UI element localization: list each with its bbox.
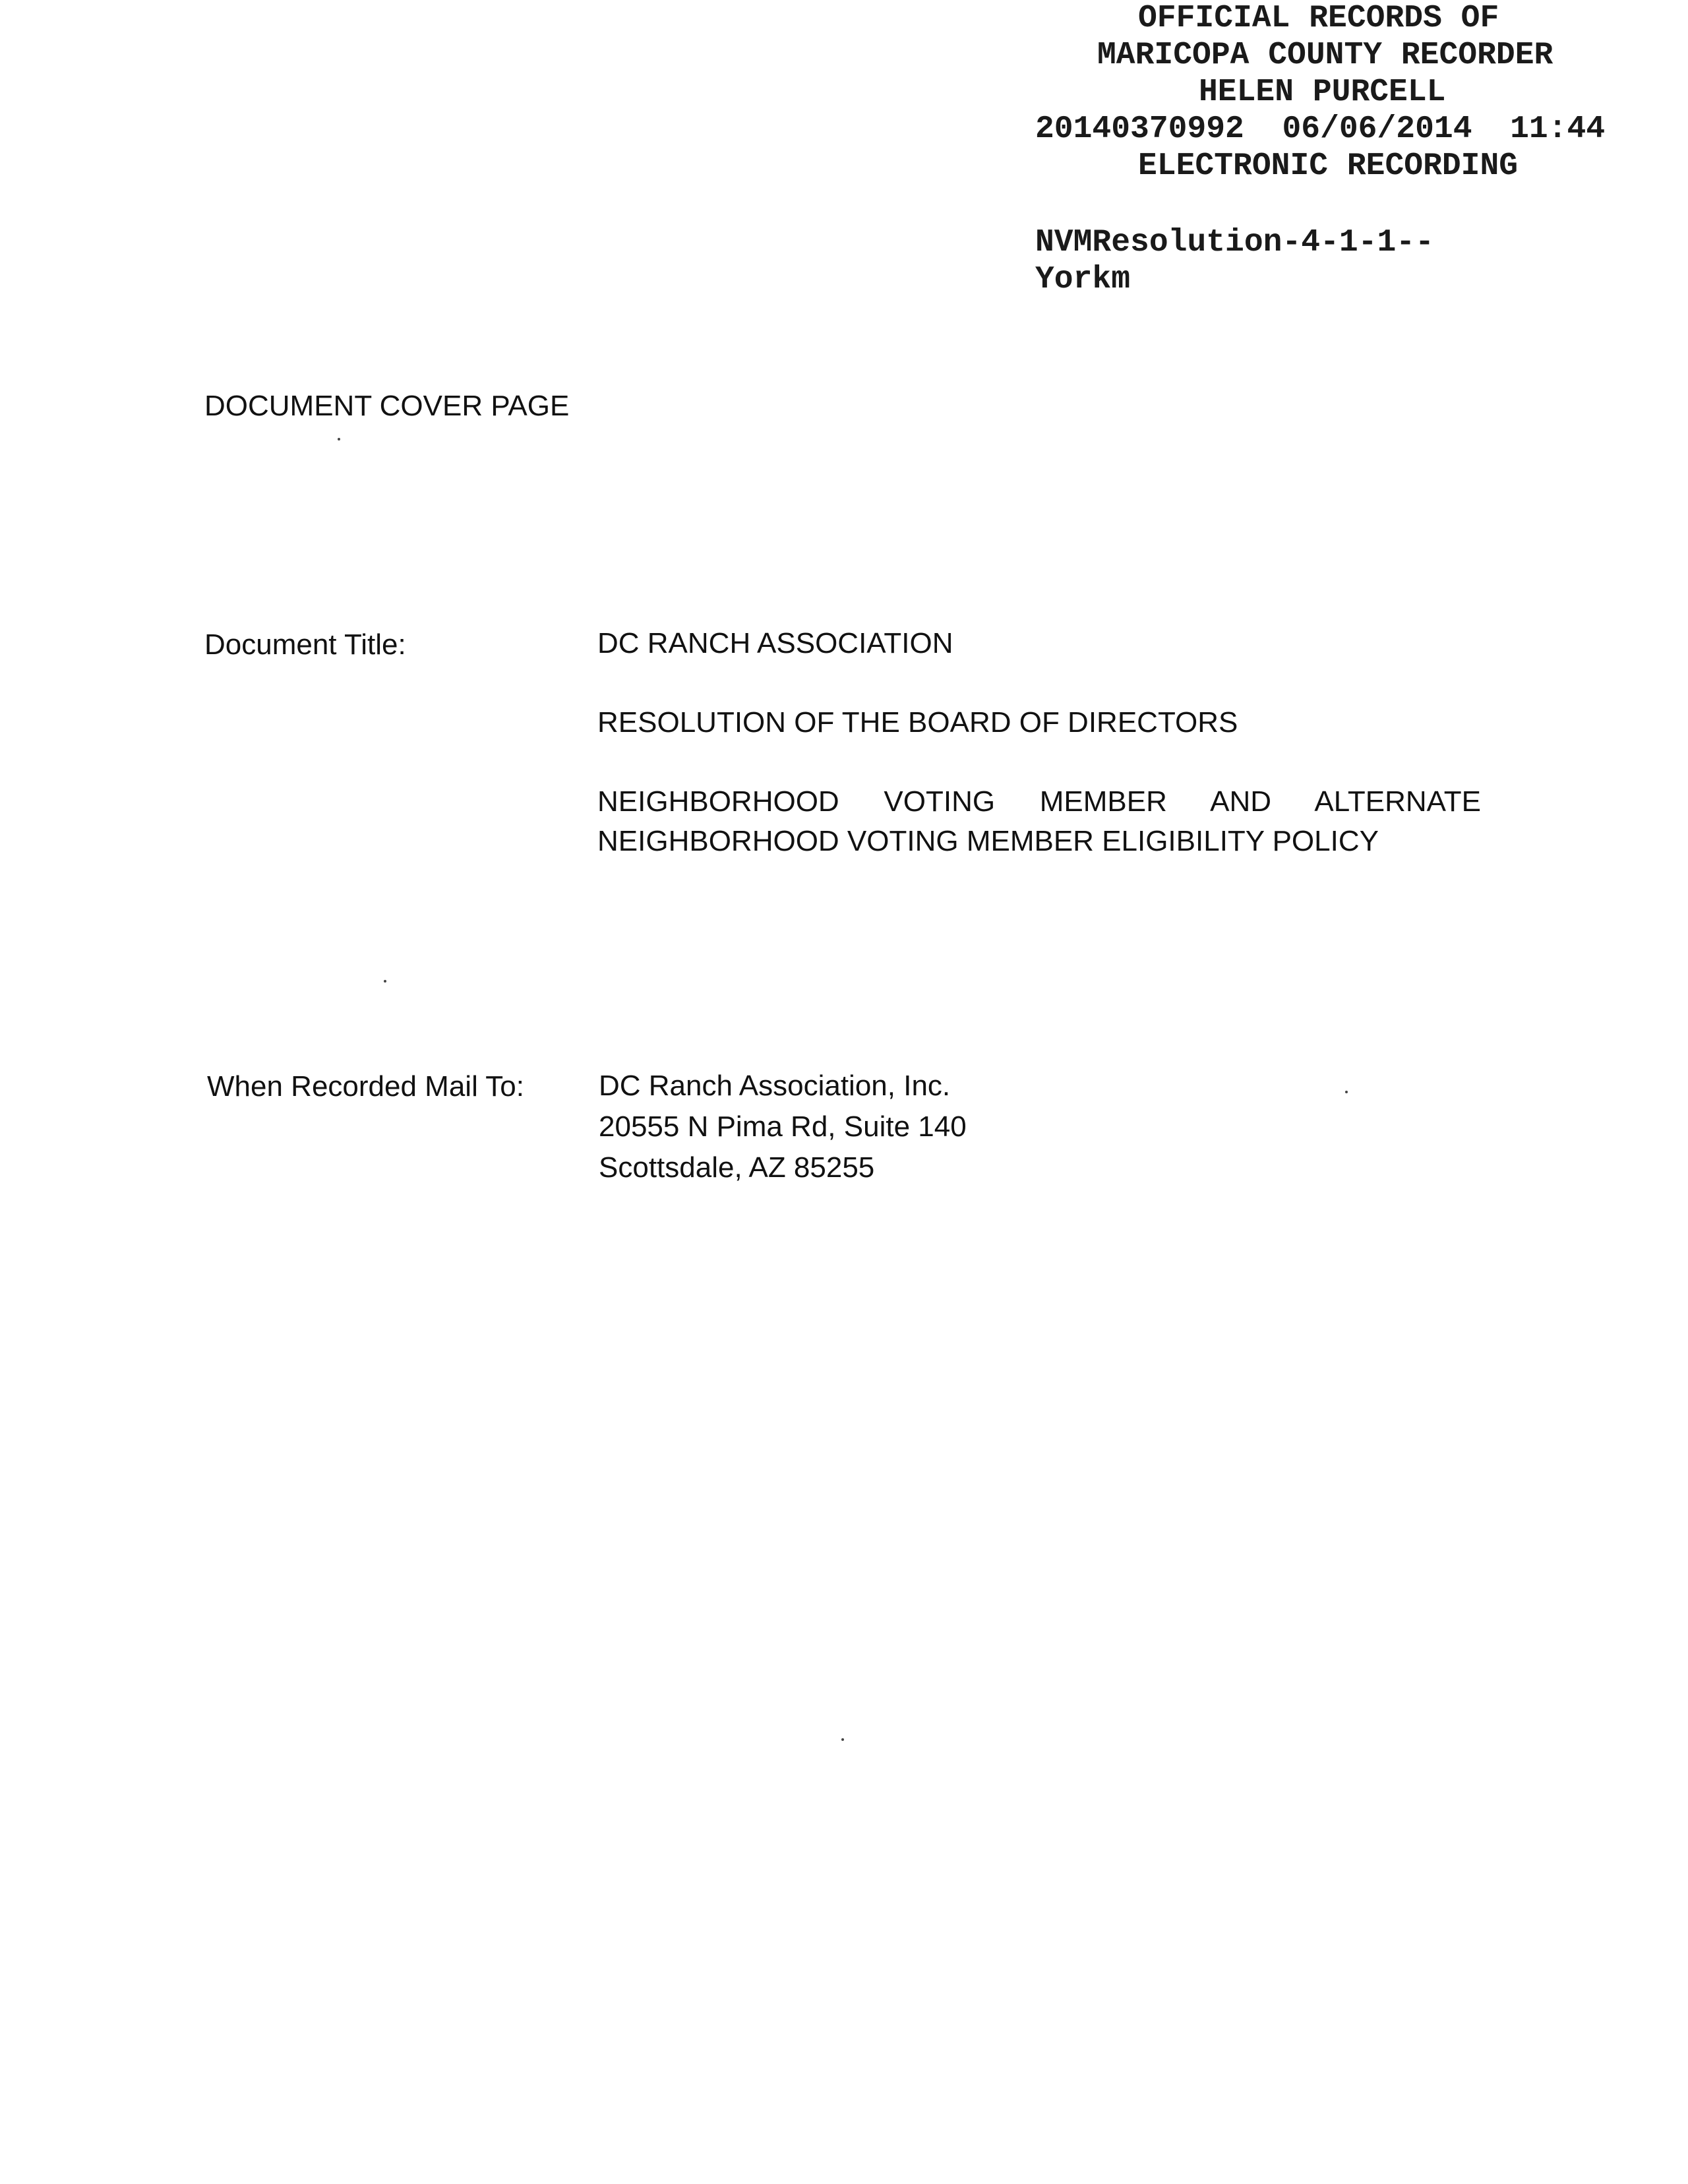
title-resolution: RESOLUTION OF THE BOARD OF DIRECTORS — [597, 706, 1238, 739]
document-id-line-2: Yorkm — [1035, 262, 1131, 297]
document-id-line-1: NVMResolution-4-1-1-- — [1035, 225, 1434, 260]
mail-to-street: 20555 N Pima Rd, Suite 140 — [599, 1110, 967, 1143]
scan-speck — [1345, 1091, 1348, 1093]
stamp-line-recorder-name: HELEN PURCELL — [1199, 75, 1446, 110]
scan-speck — [338, 438, 340, 440]
stamp-line-record-number-date-time: 20140370992 06/06/2014 11:44 — [1035, 111, 1606, 147]
title-policy-line-1: NEIGHBORHOOD VOTING MEMBER AND ALTERNATE — [597, 785, 1481, 818]
mail-to-name: DC Ranch Association, Inc. — [599, 1070, 951, 1102]
cover-page-heading: DOCUMENT COVER PAGE — [204, 390, 570, 422]
mail-to-city: Scottsdale, AZ 85255 — [599, 1151, 875, 1184]
mail-to-address — [599, 1066, 1258, 1188]
recorder-stamp — [1035, 0, 1668, 185]
scan-speck — [384, 980, 386, 983]
stamp-line-county-recorder: MARICOPA COUNTY RECORDER — [1097, 38, 1553, 73]
document-id — [1035, 224, 1434, 298]
stamp-line-electronic-recording: ELECTRONIC RECORDING — [1138, 148, 1519, 184]
document-title-label: Document Title: — [204, 628, 406, 661]
title-association-name: DC RANCH ASSOCIATION — [597, 627, 953, 659]
document-title-block — [597, 624, 1481, 861]
scan-speck — [841, 1738, 844, 1741]
title-policy-line-2: NEIGHBORHOOD VOTING MEMBER ELIGIBILITY POLICY — [597, 825, 1379, 857]
stamp-line-official-records: OFFICIAL RECORDS OF — [1138, 1, 1499, 36]
mail-to-label: When Recorded Mail To: — [207, 1070, 524, 1103]
